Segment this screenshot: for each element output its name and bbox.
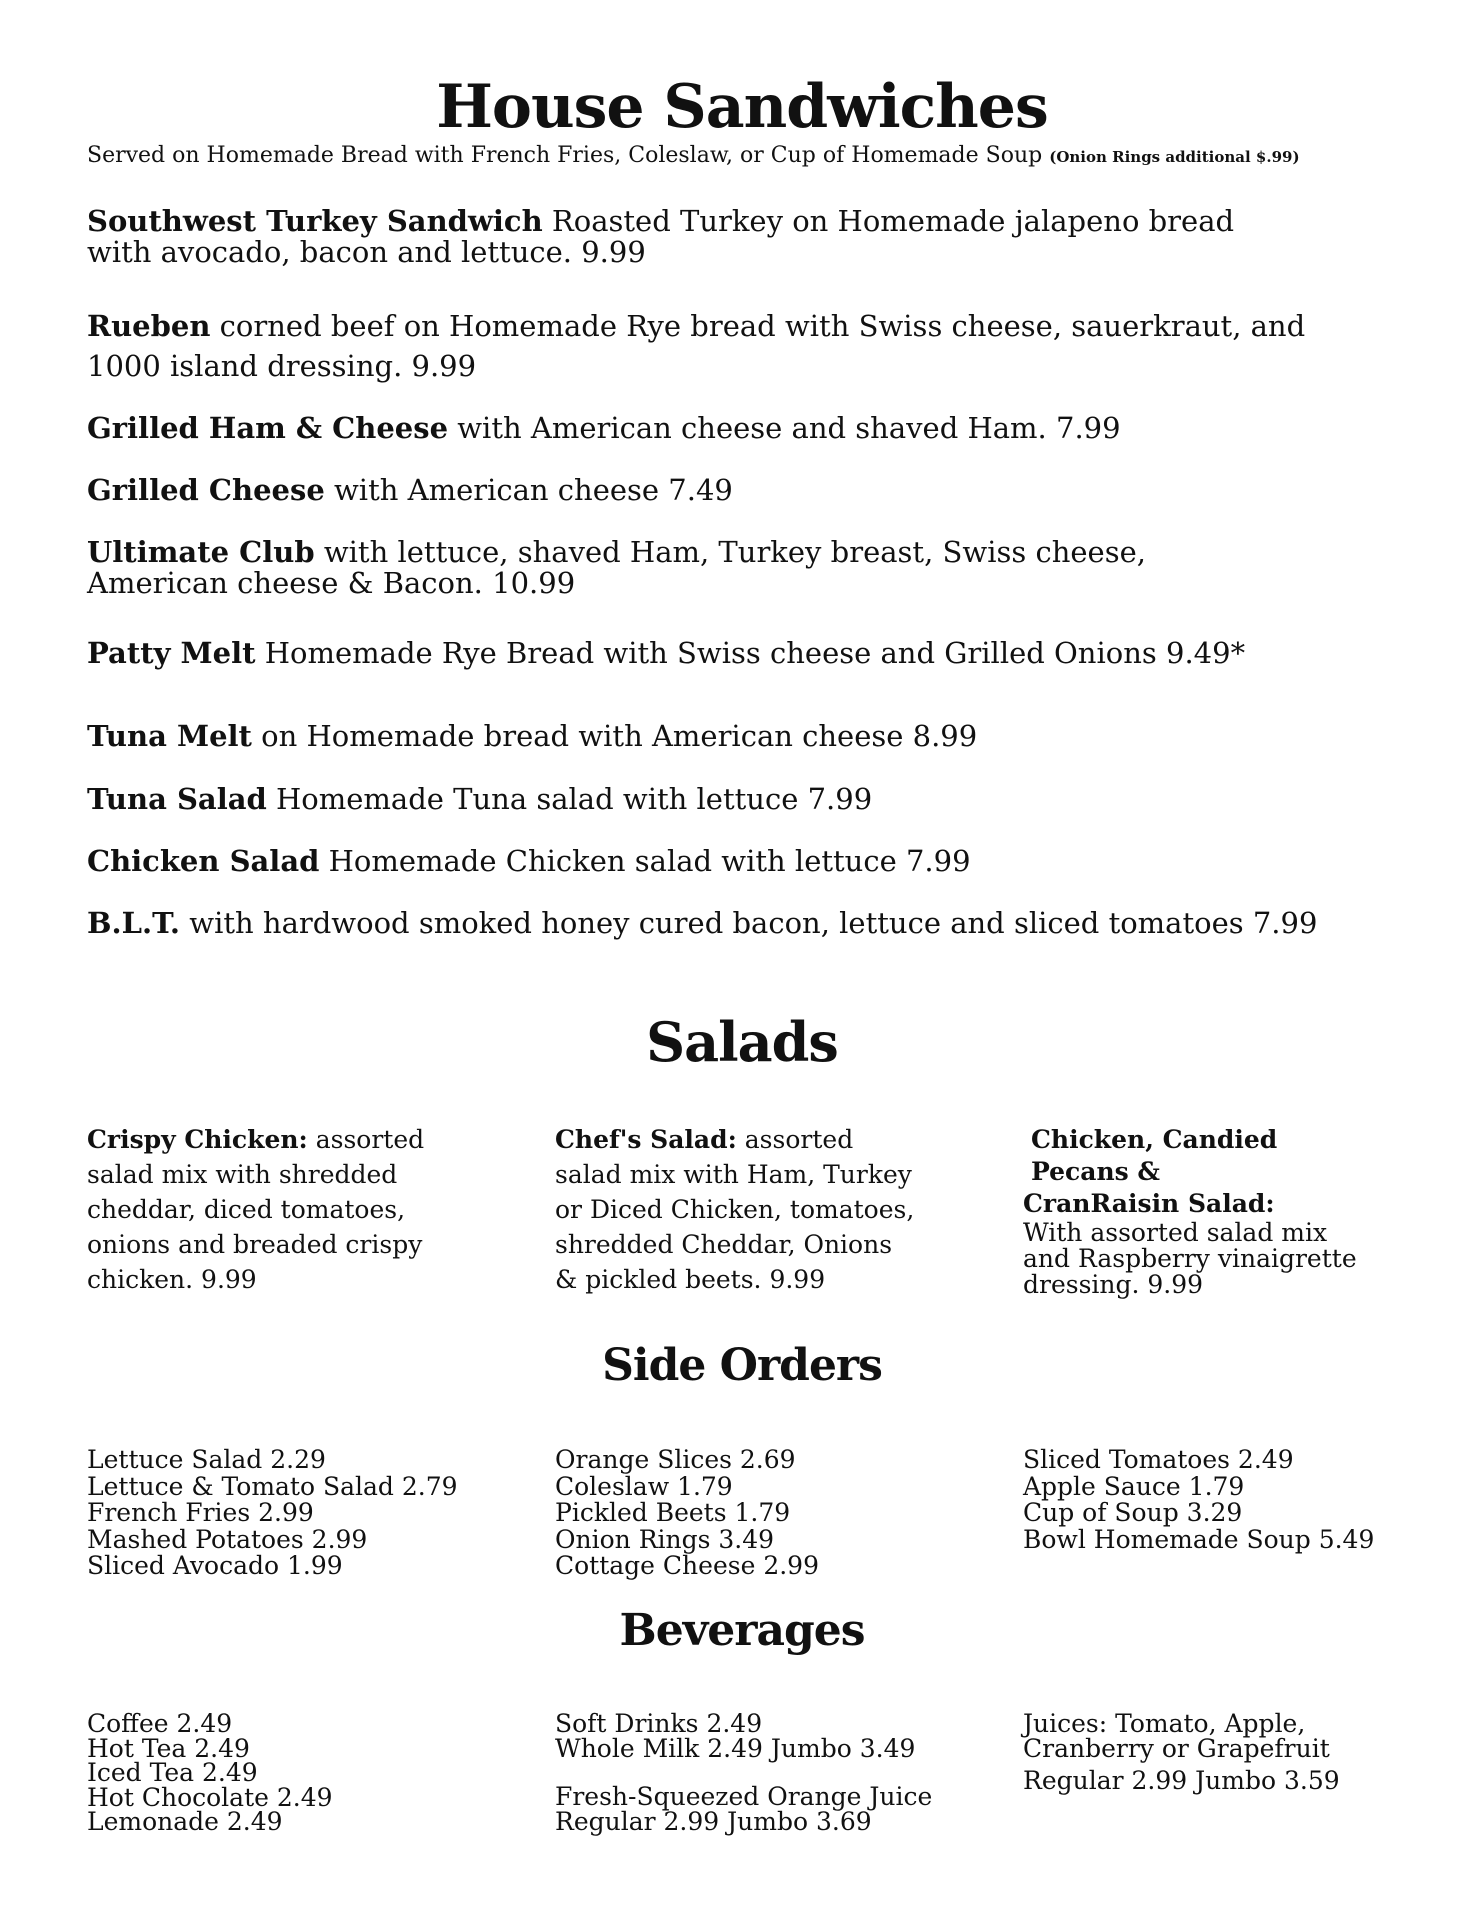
item-desc: corned beef on Homemade Rye bread with Swiss cheese, sauerkraut, and [219, 309, 1306, 343]
beverages-column-2 [555, 1709, 933, 1836]
beverage-item: Regular 2.99 Jumbo 3.59 [1023, 1766, 1340, 1795]
menu-item [87, 908, 1347, 939]
item-desc: American cheese & Bacon. 10.99 [87, 566, 576, 600]
item-name: Ultimate Club [87, 535, 315, 569]
beverage-item: Coffee 2.49 [87, 1709, 233, 1738]
menu-item [87, 846, 1347, 877]
side-item: Cottage Cheese 2.99 [555, 1551, 819, 1580]
beverages-title: Beverages [619, 1605, 865, 1656]
item-desc: with American cheese and shaved Ham. 7.99 [457, 411, 1121, 445]
beverage-item: Iced Tea 2.49 [87, 1758, 258, 1787]
sandwiches-title: House Sandwiches [436, 72, 1048, 142]
beverage-item: Regular 2.99 Jumbo 3.69 [555, 1806, 872, 1836]
side-item: Mashed Potatoes 2.99 [87, 1524, 368, 1554]
side-item: French Fries 2.99 [87, 1498, 314, 1527]
item-name: Southwest Turkey Sandwich [87, 204, 543, 238]
item-desc: Roasted Turkey on Homemade jalapeno bread [551, 204, 1235, 238]
beverage-item: Cranberry or Grapefruit [1023, 1733, 1330, 1763]
side-item: Lettuce Salad 2.29 [87, 1445, 326, 1474]
subtitle-note: (Onion Rings additional $.99) [1049, 148, 1300, 166]
sandwiches-subtitle [87, 143, 1300, 168]
item-desc: with American cheese 7.49 [333, 473, 733, 507]
beverage-item: Soft Drinks 2.49 [555, 1709, 763, 1738]
salad-name: Chicken, Candied Pecans & [1031, 1125, 1278, 1186]
salad-name: Crispy Chicken: [87, 1125, 308, 1154]
side-item: Pickled Beets 1.79 [555, 1498, 791, 1527]
salad-item [1023, 1124, 1373, 1298]
sides-column-1 [87, 1447, 458, 1580]
salad-desc: assorted salad mix with Ham, Turkey or Diced Chicken, tomatoes, shredded Cheddar, Onions & pickled beets. 9.99 [555, 1125, 915, 1294]
sides-title: Side Orders [602, 1340, 882, 1391]
item-name: Grilled Cheese [87, 473, 325, 507]
side-item: Lettuce & Tomato Salad 2.79 [87, 1471, 458, 1501]
side-item: Bowl Homemade Soup 5.49 [1023, 1524, 1375, 1554]
beverage-item: Fresh-Squeezed Orange Juice [555, 1782, 933, 1811]
beverages-column-3 [1023, 1709, 1340, 1795]
menu-item [87, 206, 1347, 268]
item-name: Tuna Melt [87, 719, 252, 753]
item-desc: 1000 island dressing. 9.99 [87, 349, 477, 383]
side-item: Apple Sauce 1.79 [1023, 1471, 1245, 1501]
item-name: Rueben [87, 309, 211, 343]
item-desc: with avocado, bacon and lettuce. 9.99 [87, 235, 646, 269]
side-item: Sliced Avocado 1.99 [87, 1551, 343, 1580]
salad-item [555, 1122, 920, 1297]
item-name: Tuna Salad [87, 782, 267, 816]
sides-column-3 [1023, 1447, 1374, 1553]
salad-name: Chef's Salad: [555, 1125, 737, 1154]
salads-title: Salads [646, 1010, 838, 1074]
beverage-item: Hot Tea 2.49 [87, 1733, 250, 1763]
salad-desc: With assorted salad mix and Raspberry vinaigrette dressing. 9.99 [1023, 1218, 1357, 1299]
item-name: Chicken Salad [87, 844, 320, 878]
salad-name: CranRaisin Salad: [1023, 1189, 1275, 1218]
item-desc: on Homemade bread with American cheese 8.99 [261, 719, 978, 753]
side-item: Coleslaw 1.79 [555, 1471, 733, 1501]
side-item: Orange Slices 2.69 [555, 1445, 796, 1474]
item-desc: Homemade Chicken salad with lettuce 7.99 [328, 844, 971, 878]
menu-item [87, 306, 1347, 386]
menu-item [87, 537, 1347, 599]
beverage-item: Lemonade 2.49 [87, 1807, 283, 1836]
side-item: Cup of Soup 3.29 [1023, 1498, 1243, 1527]
sides-column-2 [555, 1447, 819, 1580]
subtitle-text: Served on Homemade Bread with French Fries, Coleslaw, or Cup of Homemade Soup [87, 143, 1043, 168]
item-desc: Homemade Tuna salad with lettuce 7.99 [276, 782, 873, 816]
item-name: Grilled Ham & Cheese [87, 411, 449, 445]
menu-item [87, 475, 1347, 506]
salad-item [87, 1122, 447, 1297]
beverage-item: Hot Chocolate 2.49 [87, 1782, 333, 1812]
item-name: Patty Melt [87, 636, 256, 670]
item-desc: Homemade Rye Bread with Swiss cheese and Grilled Onions 9.49* [264, 636, 1246, 670]
side-item: Onion Rings 3.49 [555, 1524, 775, 1554]
item-name: B.L.T. [87, 906, 181, 940]
menu-item [87, 638, 1347, 669]
beverages-column-1 [87, 1709, 333, 1836]
item-desc: with lettuce, shaved Ham, Turkey breast, Swiss cheese, [323, 535, 1146, 569]
side-item: Sliced Tomatoes 2.49 [1023, 1445, 1294, 1474]
menu-item [87, 413, 1347, 444]
beverage-item: Juices: Tomato, Apple, [1023, 1709, 1306, 1738]
menu-item [87, 721, 1347, 752]
menu-item [87, 784, 1347, 815]
item-desc: with hardwood smoked honey cured bacon, lettuce and sliced tomatoes 7.99 [189, 906, 1318, 940]
beverage-item: Whole Milk 2.49 Jumbo 3.49 [555, 1733, 916, 1763]
salad-desc: assorted salad mix with shredded cheddar, diced tomatoes, onions and breaded crispy chicken. 9.99 [87, 1125, 425, 1294]
